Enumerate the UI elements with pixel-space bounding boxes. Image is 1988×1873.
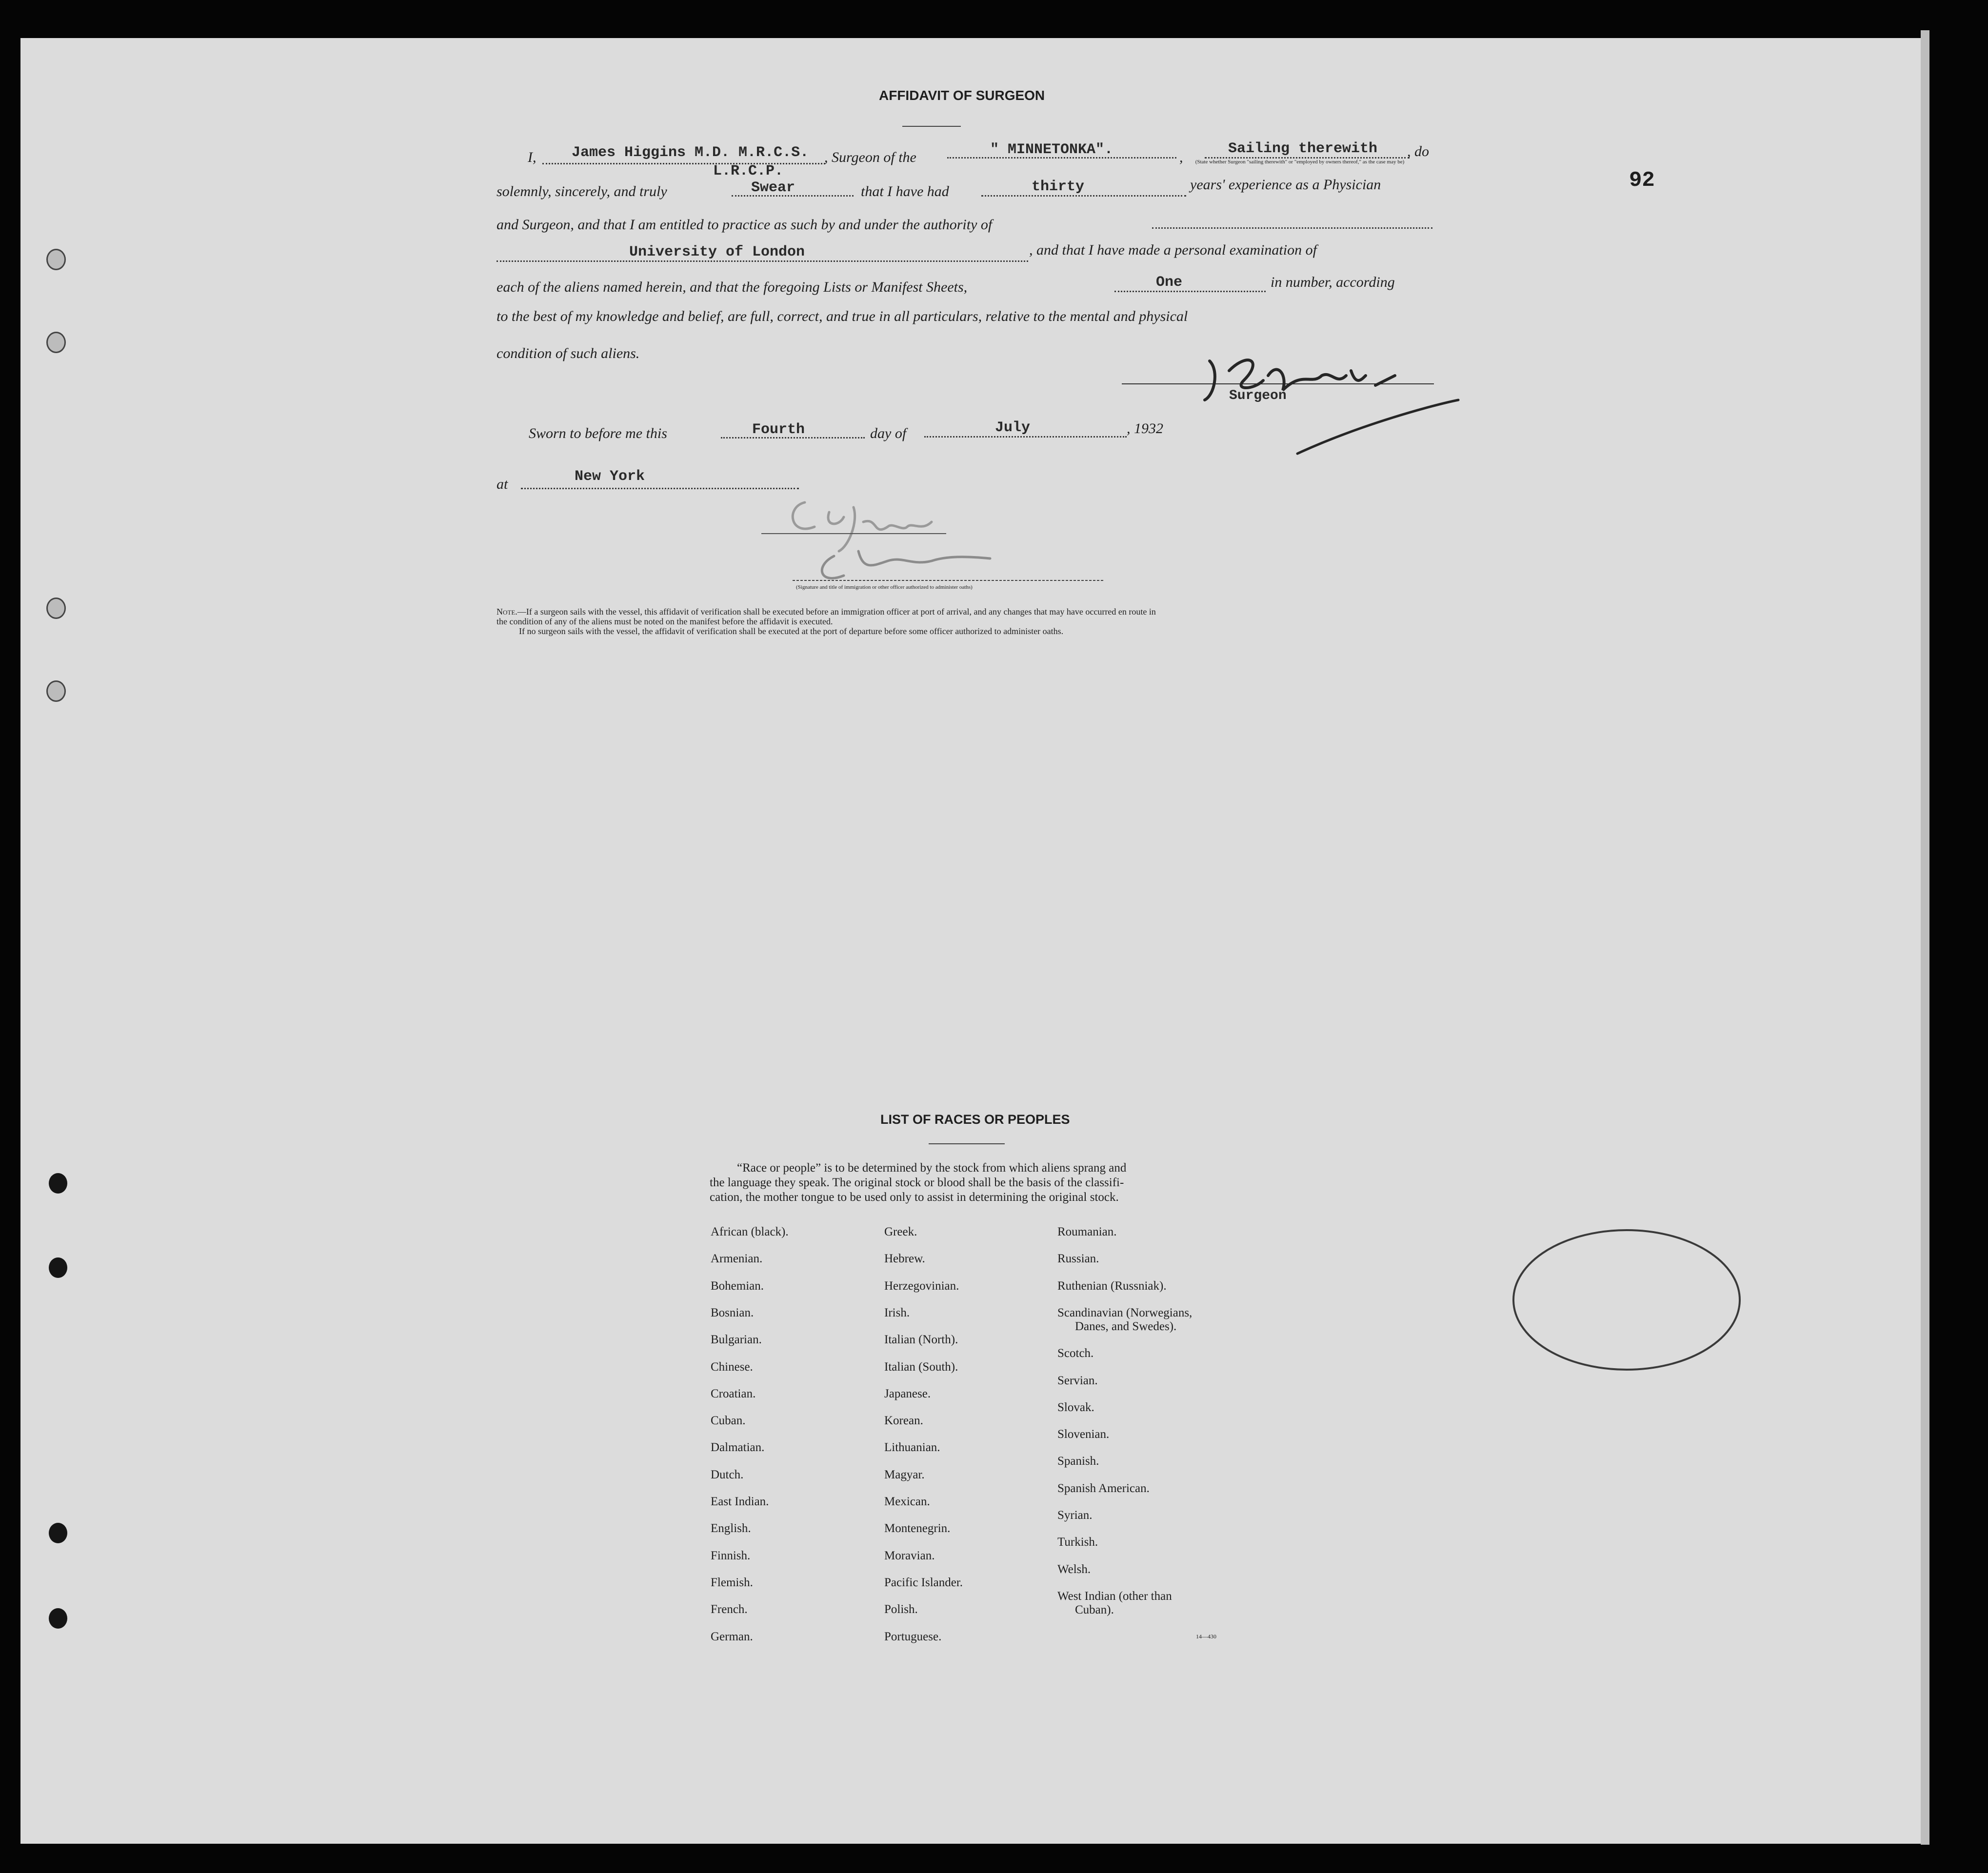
race-item: Korean. bbox=[884, 1414, 923, 1428]
race-item: Croatian. bbox=[711, 1387, 756, 1400]
races-intro bbox=[710, 1161, 1126, 1205]
underline bbox=[1205, 157, 1410, 159]
sailing-status-note: (State whether Surgeon "sailing therewith" or "employed by owners thereof," as the case may be) bbox=[1195, 159, 1405, 165]
underline bbox=[981, 195, 1186, 197]
underline bbox=[924, 436, 1127, 438]
surgeon-caption: Surgeon bbox=[1229, 388, 1287, 403]
binder-hole bbox=[49, 1173, 67, 1194]
sworn-year: , 1932 bbox=[1127, 420, 1163, 437]
race-item: German. bbox=[711, 1630, 753, 1643]
note-line3: If no surgeon sails with the vessel, the affidavit of verification shall be executed at the port of departure before some officer authorized to administer oaths. bbox=[519, 626, 1064, 636]
race-item: Polish. bbox=[884, 1603, 918, 1616]
word-in-number: in number, according bbox=[1271, 274, 1395, 290]
race-item: Spanish. bbox=[1057, 1455, 1099, 1468]
race-item: Dutch. bbox=[711, 1468, 744, 1481]
word-sworn: Sworn to before me this bbox=[529, 425, 667, 441]
sheets-count: One bbox=[1156, 274, 1183, 291]
pencil-oval-mark bbox=[1507, 1219, 1751, 1380]
races-intro-3: cation, the mother tongue to be used only to assist in determining the original stock. bbox=[710, 1191, 1119, 1204]
race-item: Magyar. bbox=[884, 1468, 925, 1481]
race-item: Portuguese. bbox=[884, 1630, 942, 1643]
note-block bbox=[497, 607, 1438, 636]
binder-hole bbox=[49, 1608, 67, 1629]
race-item: Japanese. bbox=[884, 1387, 931, 1400]
race-item: Bosnian. bbox=[711, 1306, 754, 1319]
race-item: Bulgarian. bbox=[711, 1333, 762, 1347]
race-item: Turkish. bbox=[1057, 1535, 1098, 1549]
sailing-status: Sailing therewith bbox=[1228, 140, 1378, 157]
page-edge bbox=[1921, 30, 1929, 1845]
sworn-place: New York bbox=[575, 468, 645, 485]
race-item: Scandinavian (Norwegians, bbox=[1057, 1306, 1193, 1319]
word-years-experience: years' experience as a Physician bbox=[1190, 177, 1381, 193]
oath-verb: Swear bbox=[751, 179, 795, 196]
races-title: LIST OF RACES OR PEOPLES bbox=[880, 1112, 1070, 1127]
form-code: 14—430 bbox=[1196, 1633, 1216, 1640]
race-item: Lithuanian. bbox=[884, 1441, 940, 1455]
race-item: Mexican. bbox=[884, 1495, 930, 1508]
race-item: Chinese. bbox=[711, 1360, 753, 1374]
race-item: Russian. bbox=[1057, 1252, 1099, 1266]
race-item: Cuban). bbox=[1075, 1603, 1114, 1616]
binder-hole bbox=[46, 680, 66, 702]
race-item: Scotch. bbox=[1057, 1347, 1094, 1360]
race-item: Herzegovinian. bbox=[884, 1279, 959, 1293]
word-and-surgeon: and Surgeon, and that I am entitled to practice as such by and under the authority of bbox=[497, 217, 993, 233]
race-item: African (black). bbox=[711, 1225, 789, 1238]
word-day-of: day of bbox=[870, 425, 907, 441]
underline bbox=[521, 488, 799, 489]
binder-hole bbox=[46, 249, 66, 270]
binder-hole bbox=[49, 1523, 67, 1543]
race-item: West Indian (other than bbox=[1057, 1589, 1172, 1603]
binder-hole bbox=[46, 332, 66, 353]
word-to-the-best: to the best of my knowledge and belief, are full, correct, and true in all particulars, relative to the mental and physical bbox=[497, 308, 1188, 324]
race-item: Finnish. bbox=[711, 1549, 751, 1562]
word-each-of-the-aliens: each of the aliens named herein, and that the foregoing Lists or Manifest Sheets, bbox=[497, 279, 968, 295]
race-item: East Indian. bbox=[711, 1495, 769, 1508]
race-item: Italian (North). bbox=[884, 1333, 958, 1347]
comma: , bbox=[1179, 149, 1183, 165]
race-item: Bohemian. bbox=[711, 1279, 764, 1293]
race-item: Greek. bbox=[884, 1225, 917, 1238]
race-item: English. bbox=[711, 1522, 751, 1535]
word-surgeon-of-the: , Surgeon of the bbox=[824, 149, 916, 165]
note-line1: —If a surgeon sails with the vessel, this affidavit of verification shall be executed before an immigration officer at port of arrival, and any changes that may have occurred en route in bbox=[517, 607, 1156, 617]
race-item: Slovak. bbox=[1057, 1400, 1094, 1414]
races-intro-1: “Race or people” is to be determined by the stock from which aliens sprang and bbox=[737, 1161, 1127, 1175]
page-number: 92 bbox=[1629, 168, 1655, 193]
sworn-month: July bbox=[995, 419, 1031, 436]
races-title-rule bbox=[929, 1143, 1005, 1144]
binder-hole bbox=[46, 598, 66, 619]
race-item: Dalmatian. bbox=[711, 1441, 765, 1455]
note-line2: the condition of any of the aliens must be noted on the manifest before the affidavit is executed. bbox=[497, 617, 833, 626]
officer-caption: (Signature and title of immigration or other officer authorized to administer oaths) bbox=[796, 584, 973, 590]
race-item: Roumanian. bbox=[1057, 1225, 1117, 1238]
title-rule bbox=[902, 126, 961, 127]
sworn-day: Fourth bbox=[752, 421, 805, 438]
underline bbox=[497, 260, 1028, 262]
race-item: Italian (South). bbox=[884, 1360, 958, 1374]
race-item: Servian. bbox=[1057, 1374, 1098, 1387]
race-item: Armenian. bbox=[711, 1252, 763, 1266]
race-item: Montenegrin. bbox=[884, 1522, 951, 1535]
note-label: Note. bbox=[497, 607, 517, 617]
word-condition: condition of such aliens. bbox=[497, 345, 640, 361]
races-intro-2: the language they speak. The original stock or blood shall be the basis of the classifi- bbox=[710, 1176, 1124, 1189]
race-item: Irish. bbox=[884, 1306, 910, 1319]
authority: University of London bbox=[629, 244, 805, 260]
years-experience: thirty bbox=[1032, 179, 1085, 195]
word-solemnly: solemnly, sincerely, and truly bbox=[497, 183, 667, 199]
word-do: , do bbox=[1407, 143, 1429, 159]
word-at: at bbox=[497, 476, 508, 492]
race-item: Flemish. bbox=[711, 1575, 753, 1589]
race-item: Welsh. bbox=[1057, 1562, 1091, 1576]
binder-hole bbox=[49, 1257, 67, 1278]
race-item: Spanish American. bbox=[1057, 1481, 1150, 1495]
race-item: Moravian. bbox=[884, 1549, 935, 1562]
race-item: Ruthenian (Russniak). bbox=[1057, 1279, 1167, 1293]
word-that-i-have-had: that I have had bbox=[861, 183, 949, 199]
ship-name: " MINNETONKA". bbox=[990, 141, 1113, 158]
surgeon-degrees: L.R.C.P. bbox=[713, 163, 784, 179]
surgeon-name: James Higgins M.D. M.R.C.S. bbox=[572, 144, 809, 161]
underline bbox=[1114, 291, 1266, 292]
race-item: Syrian. bbox=[1057, 1509, 1093, 1522]
race-item: Danes, and Swedes). bbox=[1075, 1319, 1177, 1333]
affidavit-title: AFFIDAVIT OF SURGEON bbox=[879, 88, 1045, 103]
race-item: Pacific Islander. bbox=[884, 1575, 963, 1589]
underline bbox=[1152, 227, 1432, 229]
race-item: French. bbox=[711, 1603, 748, 1616]
word-i: I, bbox=[528, 149, 537, 165]
race-item: Slovenian. bbox=[1057, 1428, 1110, 1441]
word-personal-exam: , and that I have made a personal examination of bbox=[1029, 242, 1317, 258]
race-item: Hebrew. bbox=[884, 1252, 925, 1266]
race-item: Cuban. bbox=[711, 1414, 746, 1428]
officer-signature bbox=[761, 493, 1112, 595]
